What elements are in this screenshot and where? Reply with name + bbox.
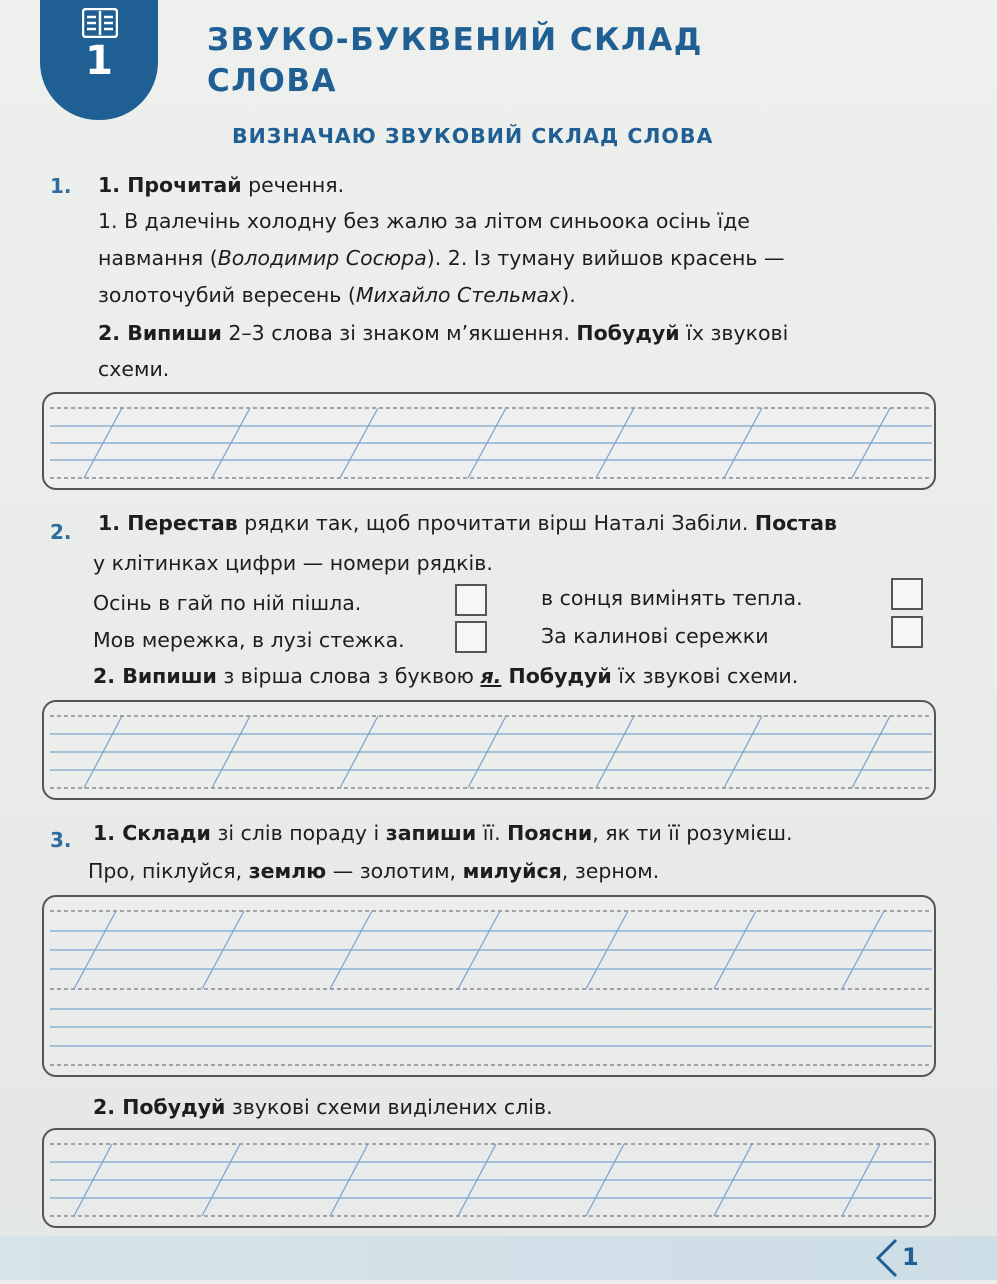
author-name: Володимир Сосюра xyxy=(217,246,427,270)
task-1-instruction-2-cont: схеми. xyxy=(98,357,170,381)
poem-line-4-number-box[interactable] xyxy=(891,616,923,648)
instruction-verb: 1. Перестав xyxy=(98,511,238,535)
writing-lines xyxy=(44,394,938,492)
text-part: ). 2. Із туману вийшов красень — xyxy=(426,246,785,270)
instruction-verb: 1. Склади xyxy=(93,821,211,845)
task-1-text-line-2 xyxy=(98,245,784,271)
poem-line-2: в сонця вимінять тепла. xyxy=(541,586,803,610)
highlighted-word: милуйся xyxy=(462,859,562,883)
writing-lines xyxy=(44,1130,938,1230)
instruction-text: з вірша слова з буквою xyxy=(216,664,481,688)
text-part: золоточубий вересень ( xyxy=(98,283,356,307)
answer-box-2[interactable] xyxy=(42,700,936,800)
highlighted-word: землю xyxy=(248,859,327,883)
instruction-verb: запиши xyxy=(385,821,477,845)
poem-line-1: Осінь в гай по ній пішла. xyxy=(93,591,362,615)
book-icon xyxy=(82,8,118,42)
word-list-part: , зерном. xyxy=(561,859,660,883)
instruction-verb: 2. Випиши xyxy=(98,321,222,345)
page-number: 1 xyxy=(902,1243,919,1271)
instruction-text: 2–3 слова зі знаком м’якшення. xyxy=(221,321,577,345)
instruction-text: їх звукові схеми. xyxy=(611,664,799,688)
poem-line-3: Мов мережка, в лузі стежка. xyxy=(93,628,405,652)
author-name: Михайло Стельмах xyxy=(355,283,562,307)
page-title xyxy=(207,20,827,102)
instruction-verb: 2. Побудуй xyxy=(93,1095,226,1119)
instruction-text: , як ти її розумієш. xyxy=(592,821,793,845)
instruction-text: речення. xyxy=(241,173,345,197)
answer-box-4[interactable] xyxy=(42,1128,936,1228)
writing-lines xyxy=(44,897,938,1079)
page-subtitle: ВИЗНАЧАЮ ЗВУКОВИЙ СКЛАД СЛОВА xyxy=(232,124,714,148)
task-3-number: 3. xyxy=(50,828,72,852)
word-list-part: — золотим, xyxy=(326,859,463,883)
instruction-verb: Постав xyxy=(754,511,837,535)
instruction-text: зі слів пораду і xyxy=(210,821,386,845)
task-2-instruction-1 xyxy=(98,510,837,536)
bottom-band xyxy=(0,1236,997,1280)
task-1-instruction-1 xyxy=(98,172,344,198)
title-line-1: ЗВУКО-БУКВЕНИЙ СКЛАД xyxy=(207,22,703,58)
instruction-text: рядки так, щоб прочитати вірш Наталі Забіли. xyxy=(237,511,755,535)
text-part: ). xyxy=(561,283,576,307)
task-2-number: 2. xyxy=(50,520,72,544)
task-3-instruction-1 xyxy=(93,820,792,846)
title-line-2: СЛОВА xyxy=(207,63,337,99)
poem-line-3-number-box[interactable] xyxy=(455,621,487,653)
instruction-verb: Побудуй xyxy=(576,321,680,345)
instruction-text: їх звукові xyxy=(679,321,789,345)
task-3-words xyxy=(88,858,659,884)
task-1-instruction-2 xyxy=(98,320,788,346)
task-1-text-line-1: 1. В далечінь холодну без жалю за літом синьоока осінь їде xyxy=(98,209,750,233)
task-2-instruction-2 xyxy=(93,663,798,689)
task-3-instruction-2 xyxy=(93,1094,553,1120)
poem-line-2-number-box[interactable] xyxy=(891,578,923,610)
instruction-verb: 1. Прочитай xyxy=(98,173,242,197)
instruction-text: звукові схеми виділених слів. xyxy=(225,1095,553,1119)
task-1-number: 1. xyxy=(50,174,72,198)
answer-box-1[interactable] xyxy=(42,392,936,490)
answer-box-3[interactable] xyxy=(42,895,936,1077)
instruction-verb: Поясни xyxy=(507,821,593,845)
task-2-instruction-1-cont: у клітинках цифри — номери рядків. xyxy=(93,551,493,575)
text-part: навмання ( xyxy=(98,246,218,270)
section-number: 1 xyxy=(85,38,113,84)
poem-line-1-number-box[interactable] xyxy=(455,584,487,616)
highlighted-letter: я. xyxy=(480,664,502,688)
word-list-part: Про, піклуйся, xyxy=(88,859,249,883)
section-badge xyxy=(40,0,158,120)
instruction-text: її. xyxy=(476,821,508,845)
instruction-verb: Побудуй xyxy=(501,664,612,688)
task-1-text-line-3 xyxy=(98,282,576,308)
poem-line-4: За калинові сережки xyxy=(541,624,769,648)
page-corner-icon xyxy=(870,1236,900,1284)
writing-lines xyxy=(44,702,938,802)
instruction-verb: 2. Випиши xyxy=(93,664,217,688)
